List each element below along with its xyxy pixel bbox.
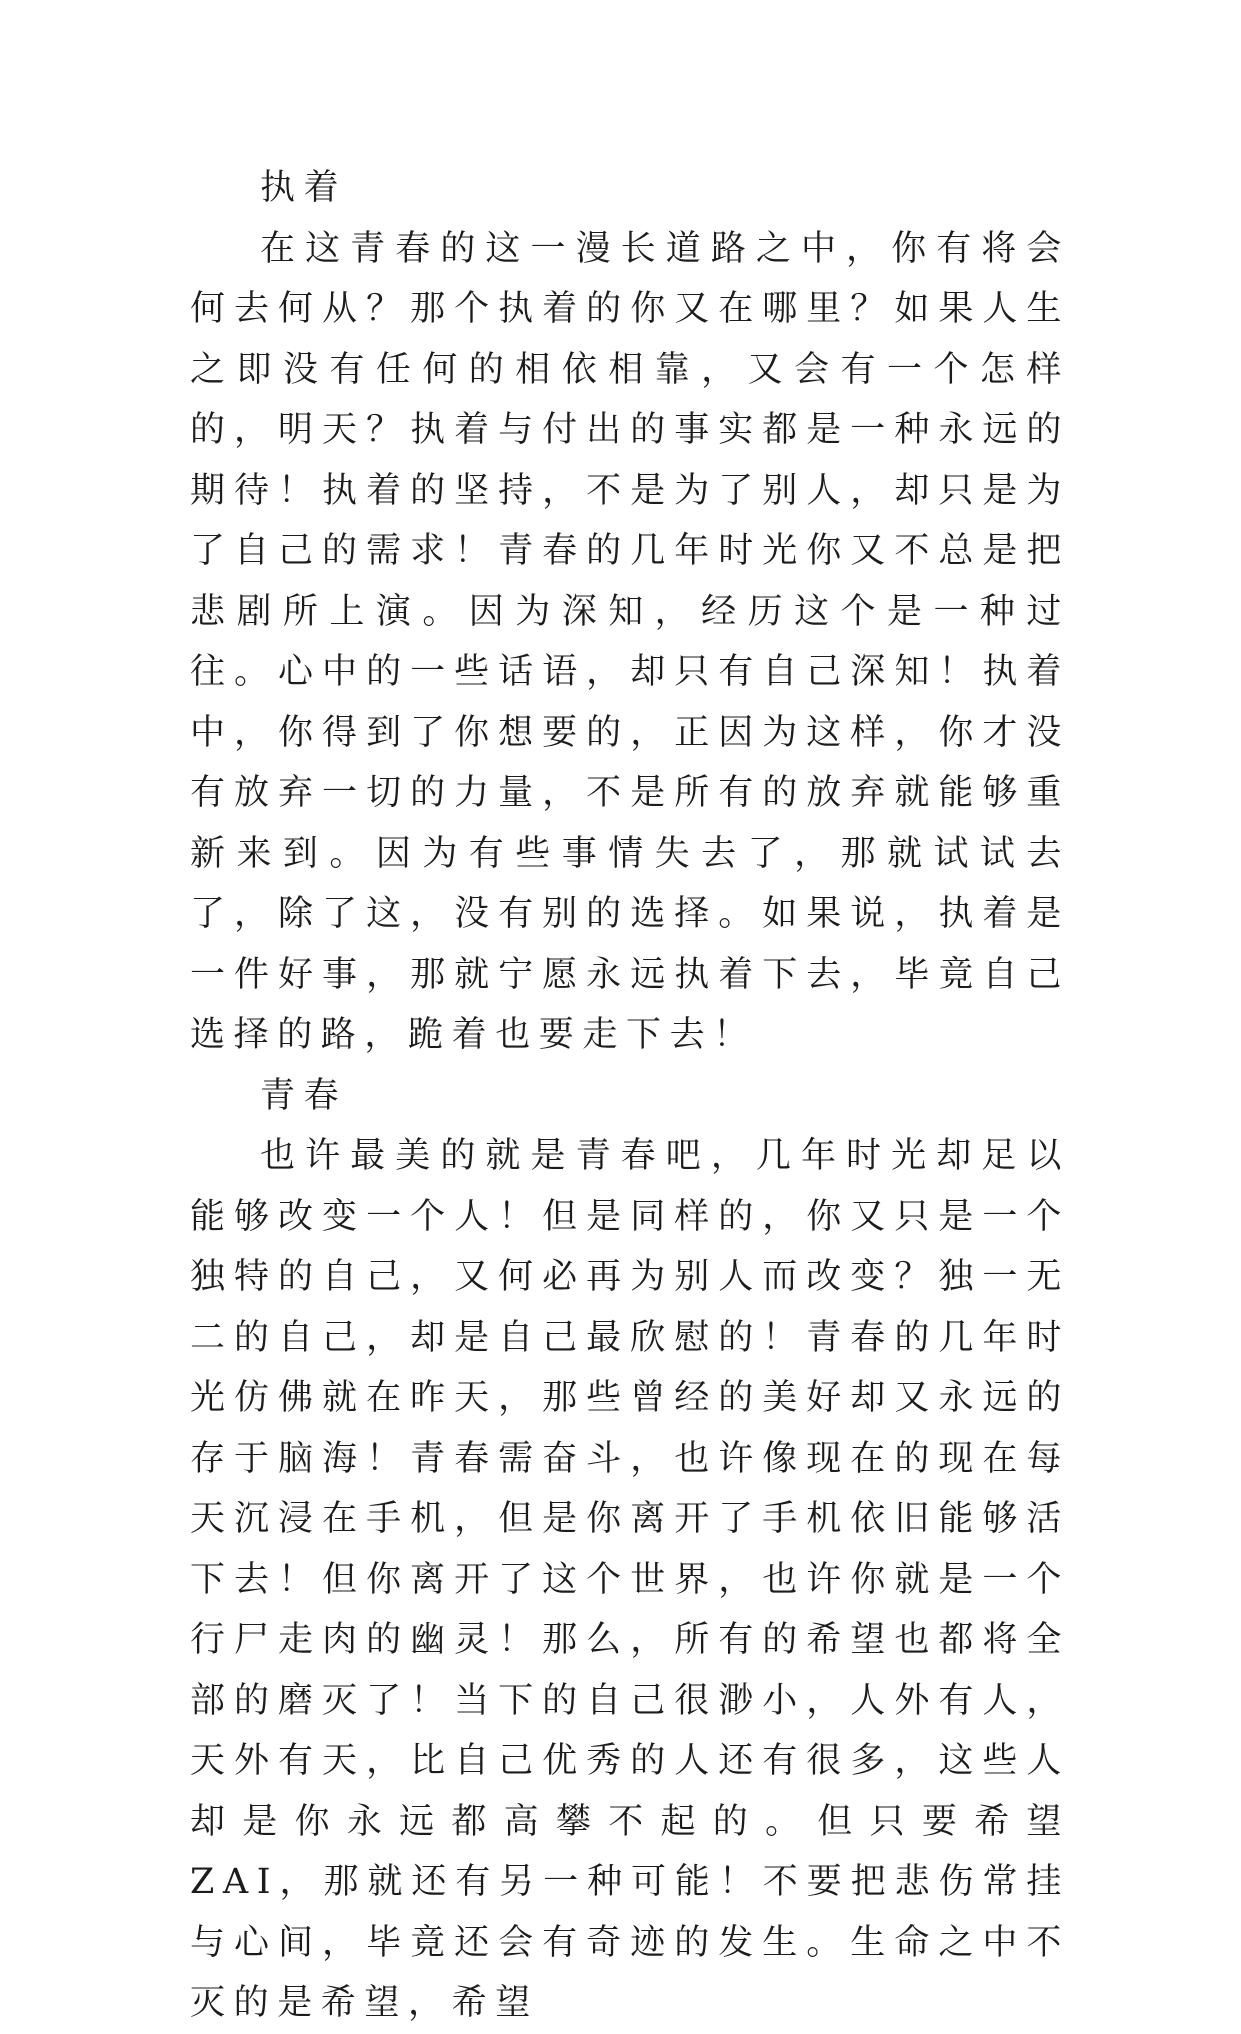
section-body-youth: 也许最美的就是青春吧，几年时光却足以能够改变一个人！但是同样的，你又只是一个独特的自己，又何必再为别人而改变？独一无二的自己，却是自己最欣慰的！青春的几年时光仿佛就在昨天，那些曾经的美好却又永远的存于脑海！青春需奋斗，也许像现在的现在每天沉浸在手机，但是你离开了手机依旧能够活下去！但你离开了这个世界，也许你就是一个行尸走肉的幽灵！那么，所有的希望也都将全部的磨灭了！当下的自己很渺小，人外有人，天外有天，比自己优秀的人还有很多，这些人却是你永远都高攀不起的。但只要希望 ZAI，那就还有另一种可能！不要把悲伤常挂与心间，毕竟还会有奇迹的发生。生命之中不灭的是希望，希望 — [190, 1136, 1070, 2023]
section-title-youth: 青春 — [260, 1075, 348, 1116]
section-body-persistence: 在这青春的这一漫长道路之中，你有将会何去何从？那个执着的你又在哪里？如果人生之即没有任何的相依相靠，又会有一个怎样的，明天？执着与付出的事实都是一种永远的期待！执着的坚持，不是为了别人，却只是为了自己的需求！青春的几年时光你又不总是把悲剧所上演。因为深知，经历这个是一种过往。心中的一些话语，却只有自己深知！执着中，你得到了你想要的，正因为这样，你才没有放弃一切的力量，不是所有的放弃就能够重新来到。因为有些事情失去了，那就试试去了，除了这，没有别的选择。如果说，执着是一件好事，那就宁愿永远执着下去，毕竟自己选择的路，跪着也要走下去！ — [190, 228, 1070, 1055]
document-body — [190, 158, 1070, 2034]
section-title-persistence: 执着 — [260, 168, 348, 208]
